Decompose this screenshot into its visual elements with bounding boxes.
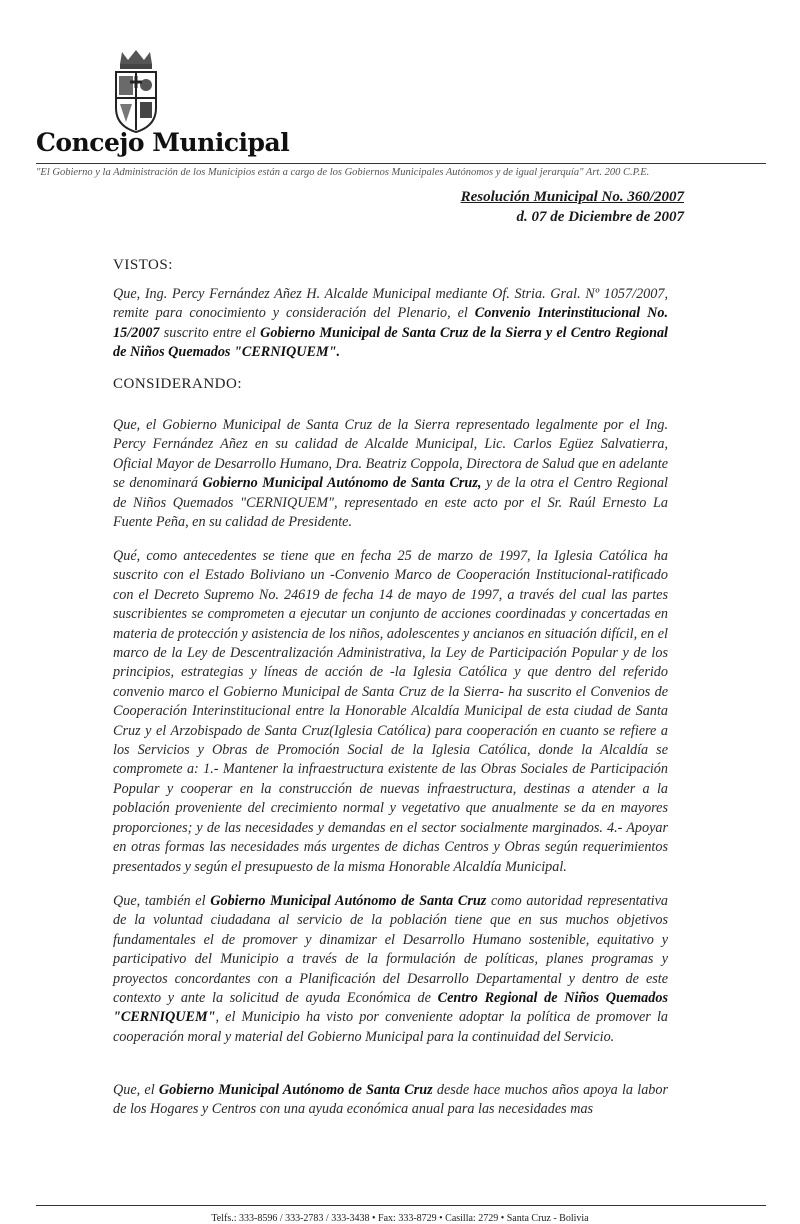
resolution-date: d. 07 de Diciembre de 2007 [516,209,684,225]
considerando-paragraph-4: Que, el Gobierno Municipal Autónomo de Santa Cruz desde hace muchos años apoya la labor de los Hogares y Centros con una ayuda económica anual para las necesidades mas [113,1082,668,1118]
considerando-paragraph-3: Que, también el Gobierno Municipal Autónomo de Santa Cruz como autoridad representativa de la voluntad ciudadana al servicio de la población tiene que en sus muchos objetivos fundamentales el de promover y dinamizar el Desarrollo Humano sostenible, equitativo y participativo del Municipio a través de la formulación de políticas, planes programas y proyectos concordantes con a Planificación del Desarrollo Departamental y dentro de este contexto y ante la solicitud de ayuda Económica de Centro Regional de Niños Quemados "CERNIQUEM", el Municipio ha visto por conveniente adoptar la política de promover la cooperación moral y material del Gobierno Municipal para la continuidad del Servicio. [113,893,668,1045]
vistos-heading: VISTOS: [113,257,173,273]
coat-of-arms-icon [108,48,164,134]
considerando-heading: CONSIDERANDO: [113,376,243,392]
constitution-motto: "El Gobierno y la Administración de los Municipios están a cargo de los Gobiernos Municipales Autónomos y de igual jerarquía" Art. 200 C.P.E. [36,167,650,178]
vistos-paragraph: Que, Ing. Percy Fernández Añez H. Alcalde Municipal mediante Of. Stria. Gral. Nº 1057/2007, remite para conocimiento y consideración del Plenario, el Convenio Interinstitucional No. 15/2007 suscrito entre el Gobierno Municipal de Santa Cruz de la Sierra y el Centro Regional de Niños Quemados "CERNIQUEM". [113,286,668,361]
considerando-paragraph-1: Que, el Gobierno Municipal de Santa Cruz de la Sierra representado legalmente por el Ing. Percy Fernández Añez en su calidad de Alcalde Municipal, Lic. Carlos Egüez Salvatierra, Oficial Mayor de Desarrollo Humano, Dra. Beatriz Coppola, Directora de Salud que en adelante se denominará Gobierno Municipal Autónomo de Santa Cruz, y de la otra el Centro Regional de Niños Quemados "CERNIQUEM", representado en este acto por el Sr. Raúl Ernesto La Fuente Peña, en su calidad de Presidente. [113,417,668,531]
resolution-title: Resolución Municipal No. 360/2007 [460,189,684,205]
footer-contact: Telfs.: 333-8596 / 333-2783 / 333-3438 • Fax: 333-8729 • Casilla: 2729 • Santa Cruz - Bolivia [211,1213,589,1224]
considerando-paragraph-2: Qué, como antecedentes se tiene que en fecha 25 de marzo de 1997, la Iglesia Católica ha suscrito con el Estado Boliviano un -Convenio Marco de Cooperación Institucional-ratificado con el Decreto Supremo No. 24619 de fecha 14 de mayo de 1997, a través del cual las partes suscribientes se comprometen a ejecutar un conjunto de acciones coordinadas y concertadas en materia de protección y asistencia de los niños, adolescentes y ancianos en situación difícil, en el marco de la Ley de Descentralización Administrativa, la Ley de Participación Popular y de los principios, estrategias y líneas de acción de -la Iglesia Católica y que dentro del referido convenio marco el Gobierno Municipal de Santa Cruz de la Sierra- ha suscrito el Convenios de Cooperación Interinstitucional entre la Honorable Alcaldía Municipal de esta ciudad de Santa Cruz y el Arzobispado de Santa Cruz(Iglesia Católica) para cooperación en cuanto se refiere a los Servicios y Obras de Promoción Social de la Iglesia Católica, donde la Alcaldía se compromete a: 1.- Mantener la infraestructura existente de las Obras Sociales de Participación Popular y cooperar en la construcción de nuevas infraestructura, destinas a atender a la población proveniente del crecimiento normal y vegetativo que anualmente se da en mayores proporciones; y de las necesidades y demandas en el sector socialmente marginados. 4.- Apoyar en otras formas las necesidades más urgentes de dichas Centros y Obras según requerimientos presentados y según el presupuesto de la misma Honorable Alcaldía Municipal. [113,548,668,875]
header-divider [36,163,766,164]
organization-title: Concejo Municipal [36,128,290,157]
footer-divider [36,1205,766,1206]
